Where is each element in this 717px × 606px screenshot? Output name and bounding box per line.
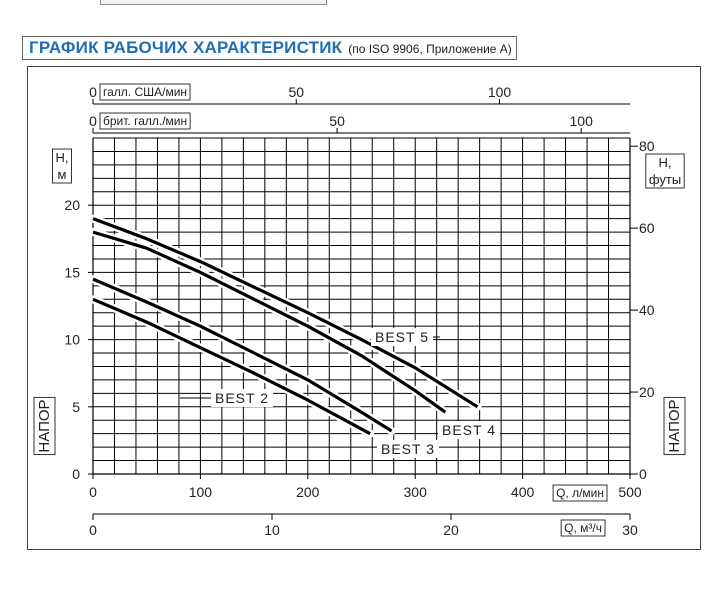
uk-gal-tick-label: 0 — [89, 113, 97, 129]
us-gal-axis-label: галл. США/мин — [103, 85, 188, 99]
y-right-tick-label: 0 — [639, 466, 647, 482]
x-tick-label: 200 — [296, 484, 320, 500]
y-right-tick-label: 80 — [639, 138, 655, 155]
page-title: ГРАФИК РАБОЧИХ ХАРАКТЕРИСТИК — [29, 38, 343, 57]
y-right-axis-label: Н, футы — [648, 155, 682, 187]
y-tick-label: 5 — [72, 398, 80, 415]
uk-gal-tick-label: 50 — [329, 113, 345, 129]
series-label-best-4: BEST 4 — [442, 422, 496, 438]
chart-grid — [93, 138, 630, 474]
x-tick-label: 100 — [188, 484, 213, 500]
y-right-tick-label: 20 — [639, 384, 655, 401]
x-tick-label: 400 — [510, 484, 535, 500]
curve-halo-best-3 — [93, 279, 392, 431]
x-tick-label: 0 — [89, 484, 97, 500]
y-tick-label: 15 — [64, 264, 80, 281]
y-tick-label: 10 — [64, 331, 80, 348]
y-axis-label: Н, м — [55, 150, 69, 182]
y-right-tick-label: 40 — [639, 302, 655, 319]
m3h-tick-label: 30 — [622, 522, 638, 538]
uk-gal-tick-label: 100 — [569, 113, 593, 129]
m3h-axis-label: Q, м³/ч — [564, 521, 602, 535]
y-right-tick-label: 60 — [639, 220, 655, 237]
x-tick-label: 300 — [403, 484, 427, 500]
y-tick-label: 20 — [64, 197, 80, 214]
us-gal-tick-label: 0 — [89, 84, 97, 100]
series-label-best-3: BEST 3 — [381, 441, 435, 457]
x-tick-label: 500 — [618, 484, 642, 500]
series-label-best-2: BEST 2 — [215, 390, 269, 406]
m3h-tick-label: 0 — [89, 522, 97, 538]
x-axis-label: Q, л/мин — [556, 486, 604, 500]
side-label-right: НАПОР — [666, 399, 683, 453]
m3h-tick-label: 10 — [264, 522, 280, 538]
series-label-best-5: BEST 5 — [375, 329, 429, 345]
side-label-left: НАПОР — [36, 399, 53, 453]
uk-gal-axis-label: брит. галл./мин — [103, 114, 188, 128]
us-gal-tick-label: 50 — [288, 84, 305, 100]
y-tick-label: 0 — [72, 466, 80, 482]
m3h-tick-label: 20 — [443, 522, 459, 538]
us-gal-tick-label: 100 — [487, 84, 512, 100]
page-subtitle: (по ISO 9906, Приложение A) — [348, 42, 512, 56]
